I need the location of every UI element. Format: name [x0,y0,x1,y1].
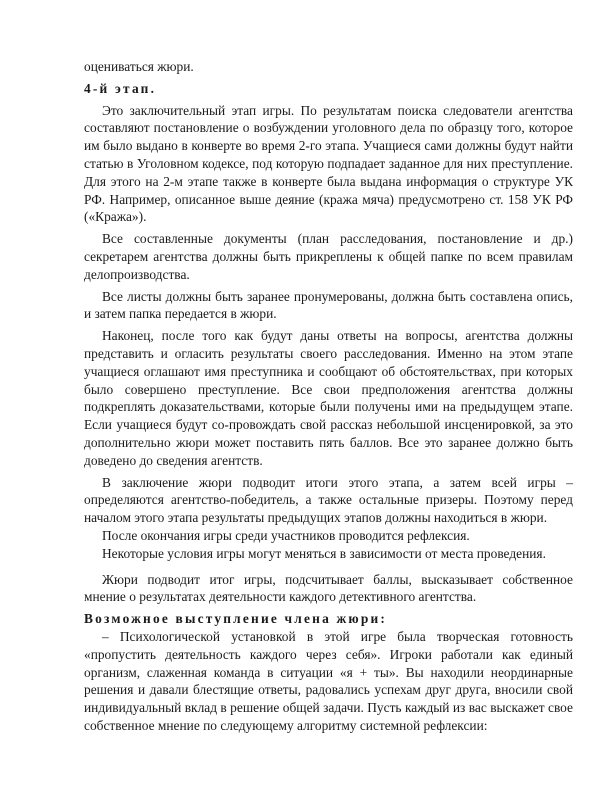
paragraph-pages: Все листы должны быть заранее пронумерованы, должна быть составлена опись, и затем папка передается в жюри. [84,288,573,322]
paragraph-jury-summary: Жюри подводит итог игры, подсчитывает баллы, высказывает собственное мнение о результатах деятельности каждого детективного агентства. [84,571,573,605]
stage-heading: 4-й этап. [84,80,157,96]
paragraph-results: Наконец, после того как будут даны ответы на вопросы, агентства должны представить и огласить результаты своего расследования. Именно на этом этапе учащиеся оглашают имя преступника и сообщают об обстоятельствах, при которых было совершено преступление. Все свои предположения агентства должны подкреплять доказательствами, которые были получены ими на предыдущем этапе. Если учащиеся будут со-провождать свой рассказ небольшой инсценировкой, за это дополнительно жюри может поставить пять баллов. Все это заранее должно быть доведено до сведения агентств. [84,328,573,468]
paragraph-conditions: Некоторые условия игры могут меняться в зависимости от места проведения. [102,545,546,561]
paragraph-final-stage: Это заключительный этап игры. По результатам поиска следователи агентства составляют постановление о возбуждении уголовного дела по образцу того, которое им было выдано в конверте во время 2-го этапа. Учащиеся сами должны будут найти статью в Уголовном кодексе, под которую подпадает заданное для них преступление. Для этого на 2-м этапе также в конверте была выдана информация о структуре УК РФ. Например, описанное выше деяние (кража мяча) предусмотрено ст. 158 УК РФ («Кража»). [84,102,573,225]
paragraph-documents: Все составленные документы (план расследования, постановление и др.) секретарем агентства должны быть прикреплены к общей папке по всем правилам делопроизводства. [84,231,573,282]
document-page [84,58,573,735]
paragraph-jury-speech: – Психологической установкой в этой игре была творческая готовность «пропустить деятельность каждого через себя». Игроки работали как единый организм, слаженная команда в ситуации «я + ты». Вы находили неординарные решения и давали блестящие ответы, радовались успехам друг друга, вносили свой индивидуальный вклад в решение общей задачи. Пусть каждый из вас выскажет свое собственное мнение по следующему алгоритму системной рефлексии: [84,628,573,733]
paragraph-continuation: оцениваться жюри. [84,59,194,74]
paragraph-conclusion: В заключение жюри подводит итоги этого этапа, а затем всей игры – определяются агентство-победитель, а также остальные призеры. Поэтому перед началом этого этапа результаты предыдущих этапов должны находиться в жюри. [84,474,573,526]
paragraph-reflection: После окончания игры среди участников проводится рефлексия. [102,527,470,543]
speech-heading: Возможное выступление члена жюри: [84,611,388,627]
